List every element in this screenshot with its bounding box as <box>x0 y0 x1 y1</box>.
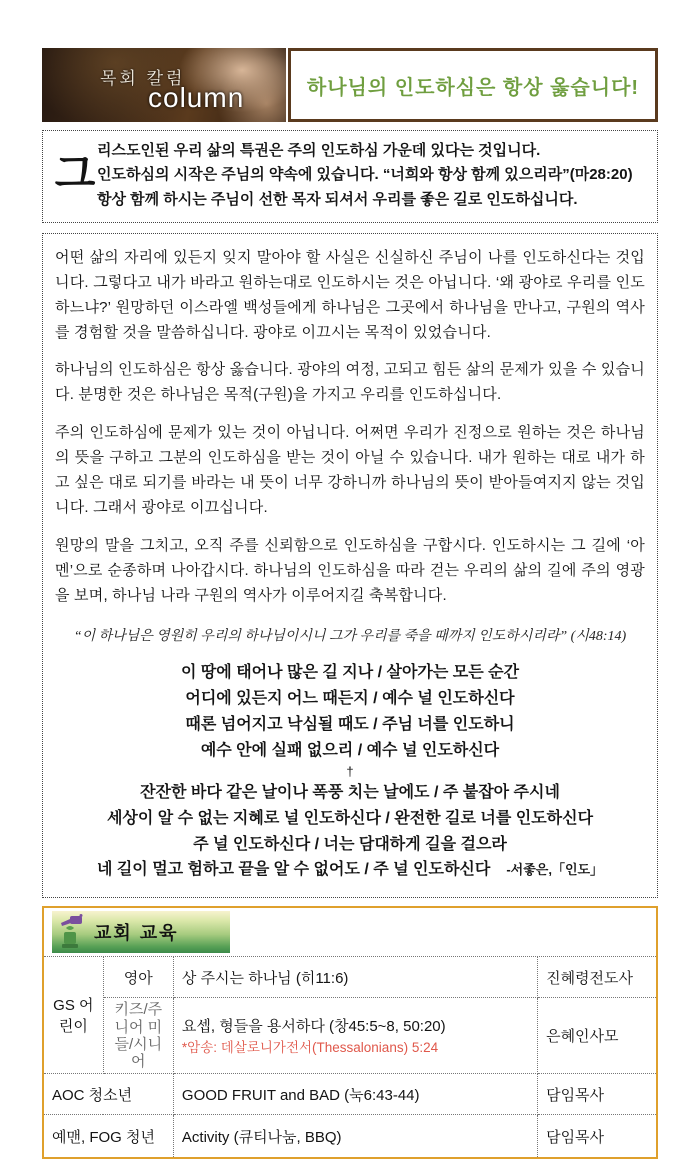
table-header-row <box>43 907 657 957</box>
paragraph: 원망의 말을 그치고, 오직 주를 신뢰함으로 인도하심을 구합시다. 인도하시는 그 길에 ‘아멘’으로 순종하며 나아갑시다. 하나님의 인도하심을 따라 걷는 우리의 삶의 길에 주의 영광을 보며, 하나님 나라 구원의 역사가 이루어지길 축복합니다. <box>55 536 645 604</box>
church-education-section <box>42 906 658 1159</box>
hymn-line: 예수 안에 실패 없으리 / 예수 널 인도하신다 <box>200 742 500 760</box>
education-table <box>42 906 658 1159</box>
hymn-line-text: 네 길이 멀고 험하고 끝을 알 수 없어도 / 주 널 인도하신다 <box>96 861 491 879</box>
table-row <box>43 1115 657 1159</box>
gardening-clipart-icon <box>56 914 90 950</box>
column-header <box>42 48 658 122</box>
age-cell: 영아 <box>103 957 173 998</box>
intro-line: 인도하심의 시작은 주님의 약속에 있습니다. “너희와 항상 함께 있으리라”(마28:20) <box>97 166 633 184</box>
column-title-korean: 목회 칼럼 <box>100 69 186 88</box>
cross-divider: † <box>346 764 354 780</box>
lesson-cell: Activity (큐티나눔, BBQ) <box>173 1115 537 1159</box>
table-row <box>43 1074 657 1115</box>
paragraph: 주의 인도하심에 문제가 있는 것이 아닙니다. 어쩌면 우리가 진정으로 원하는 것은 하나님의 뜻을 구하고 그분의 인도하심을 받는 것이 아닐 수 있습니다. 내가 원하는 대로 내가 하고 싶은 대로 되기를 바라는 내 뜻이 너무 강하니까 하나님의 뜻이 받아들여지지 않는 것입니다. 그래서 광야로 이끄십니다. <box>55 424 645 516</box>
lesson-title: 요셉, 형들을 용서하다 (창45:5~8, 50:20) <box>181 1018 446 1036</box>
teacher-cell: 담임목사 <box>538 1074 657 1115</box>
paragraph: 하나님의 인도하심은 항상 옳습니다. 광야의 여정, 고되고 힘든 삶의 문제가 있을 수 있습니다. 분명한 것은 하나님은 목적(구원)을 가지고 우리를 인도하십니다. <box>55 361 645 404</box>
lesson-cell <box>173 998 537 1074</box>
age-cell: 키즈/주니어 미들/시니어 <box>103 998 173 1074</box>
hymn-attribution: -서좋은,「인도」 <box>506 862 604 878</box>
hymn-line: 세상이 알 수 없는 지혜로 널 인도하신다 / 완전한 길로 너를 인도하신다 <box>106 809 594 827</box>
lesson-cell: GOOD FRUIT and BAD (눅6:43-44) <box>173 1074 537 1115</box>
hymn-line <box>55 857 645 883</box>
section-title-cell <box>43 907 657 957</box>
section-title-band <box>52 911 230 953</box>
banner-title: 하나님의 인도하심은 항상 옳습니다! <box>306 76 640 99</box>
intro-line: 리스도인된 우리 삶의 특권은 주의 인도하심 가운데 있다는 것입니다. <box>97 142 541 159</box>
scripture-quote: “이 하나님은 영원히 우리의 하나님이시니 그가 우리를 죽을 때까지 인도하시리라” (시48:14) <box>73 629 627 645</box>
table-row <box>43 998 657 1074</box>
teacher-cell: 은혜인사모 <box>538 998 657 1074</box>
teacher-cell: 담임목사 <box>538 1115 657 1159</box>
teacher-cell: 진혜령전도사 <box>538 957 657 998</box>
column-title-english: column <box>148 82 245 113</box>
group-cell-youth: 예맨, FOG 청년 <box>43 1115 173 1159</box>
intro-line: 항상 함께 하시는 주님이 선한 목자 되셔서 우리를 좋은 길로 인도하십니다. <box>97 190 578 208</box>
hymn-line: 잔잔한 바다 같은 날이나 폭풍 치는 날에도 / 주 붙잡아 주시네 <box>140 783 560 801</box>
hymn-line: 주 널 인도하신다 / 너는 담대하게 길을 걸으라 <box>193 835 507 853</box>
title-banner <box>288 48 658 122</box>
column-body <box>42 233 658 898</box>
hymn-lyrics <box>55 660 645 883</box>
intro-box <box>42 130 658 223</box>
group-cell-gs: GS 어린이 <box>43 957 103 1074</box>
section-title: 교회 교육 <box>94 923 179 944</box>
praying-hands-photo <box>42 48 286 122</box>
paragraph: 어떤 삶의 자리에 있든지 잊지 말아야 할 사실은 신실하신 주님이 나를 인도하신다는 것입니다. 그렇다고 내가 바라고 원하는대로 인도하시는 것은 아닙니다. ‘왜 광야로 우리를 인도하느냐?’ 원망하던 이스라엘 백성들에게 하나님은 그곳에서 하나님을 만나고, 구원의 역사를 경험할 것을 말씀하십니다. 광야로 이끄시는 목적이 있었습니다. <box>55 248 645 341</box>
memory-verse: *암송: 데살로니가전서(Thessalonians) 5:24 <box>181 1040 439 1056</box>
hymn-line: 이 땅에 태어나 많은 길 지나 / 살아가는 모든 순간 <box>180 664 520 682</box>
lesson-cell: 상 주시는 하나님 (히11:6) <box>173 957 537 998</box>
dropcap: 그 <box>54 152 96 199</box>
hymn-line: 때론 넘어지고 낙심될 때도 / 주님 너를 인도하니 <box>185 716 515 734</box>
hymn-line: 어디에 있든지 어느 때든지 / 예수 널 인도하신다 <box>185 690 515 708</box>
group-cell-aoc: AOC 청소년 <box>43 1074 173 1115</box>
intro-text <box>97 139 633 212</box>
